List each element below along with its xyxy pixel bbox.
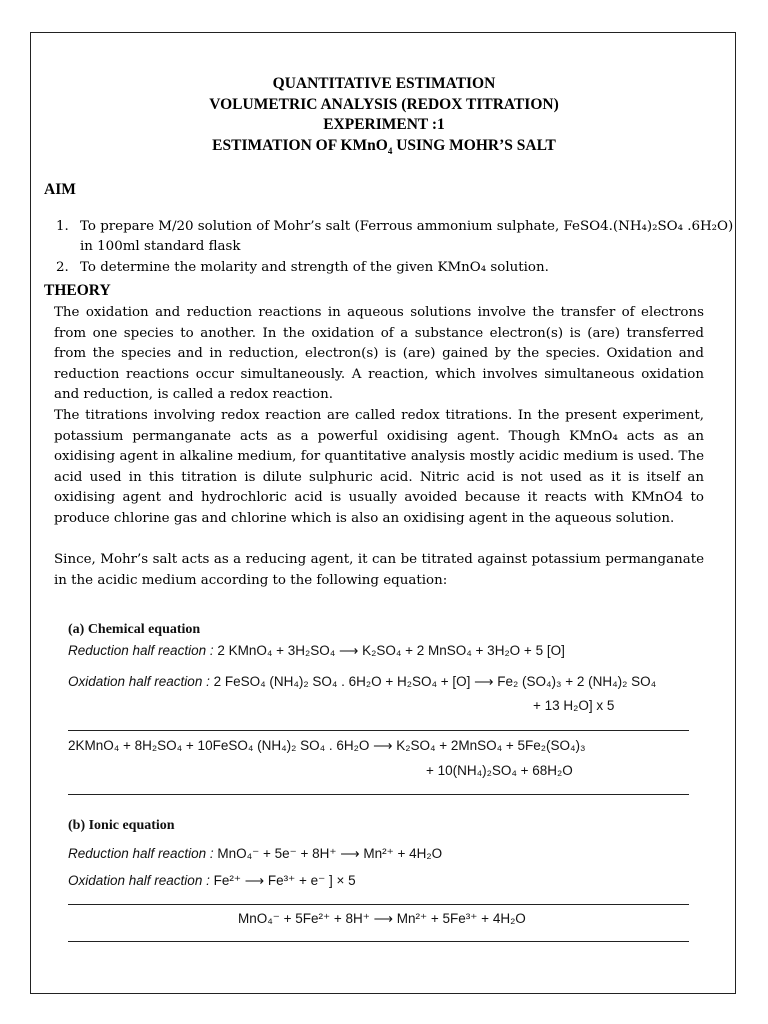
- title-suffix: USING MOHR’S SALT: [392, 137, 556, 154]
- title-prefix: ESTIMATION OF KMnO: [212, 137, 388, 154]
- theory-paragraph-3: Since, Mohr’s salt acts as a reducing agent, it can be titrated against potassium permanganate in the acidic medium according to the following equation:: [54, 552, 704, 588]
- reduction-equation: MnO₄⁻ + 5e⁻ + 8H⁺ ⟶ Mn²⁺ + 4H₂O: [217, 846, 443, 861]
- oxidation-equation: 2 FeSO₄ (NH₄)₂ SO₄ . 6H₂O + H₂SO₄ + [O] ⟶ Fe₂ (SO₄)₃ + 2 (NH₄)₂ SO₄: [213, 674, 657, 689]
- aim-item-text: To prepare M/20 solution of Mohr’s salt (Ferrous ammonium sulphate, FeSO4.(NH₄)₂SO₄ .6H₂O) in 100ml standard flask: [80, 219, 734, 254]
- aim-heading: AIM: [44, 181, 76, 198]
- divider: [68, 904, 689, 905]
- header-line-3: EXPERIMENT :1: [323, 116, 445, 133]
- theory-paragraph-1: The oxidation and reduction reactions in aqueous solutions involve the transfer of electrons from one species to another. In the oxidation of a substance electron(s) is (are) transferred from the species and in reduction, electron(s) is (are) gained by the species. Oxidation and reduction reactions occur simultaneously. A reaction, which involves simultaneous oxidation and reduction, is called a redox reaction.: [54, 305, 704, 402]
- reduction-equation: 2 KMnO₄ + 3H₂SO₄ ⟶ K₂SO₄ + 2 MnSO₄ + 3H₂O + 5 [O]: [217, 643, 565, 658]
- chemical-net-continuation: + 10(NH₄)₂SO₄ + 68H₂O: [426, 763, 573, 778]
- header-line-1: QUANTITATIVE ESTIMATION: [272, 75, 496, 92]
- aim-item-number: 2.: [56, 260, 69, 275]
- chemical-oxidation-row: [68, 674, 656, 690]
- chemical-net-equation: 2KMnO₄ + 8H₂SO₄ + 10FeSO₄ (NH₄)₂ SO₄ . 6H₂O ⟶ K₂SO₄ + 2MnSO₄ + 5Fe₂(SO₄)₃: [68, 738, 586, 753]
- page-title: [0, 137, 768, 155]
- oxidation-equation: Fe²⁺ ⟶ Fe³⁺ + e⁻ ] × 5: [213, 873, 356, 888]
- chemical-reduction-row: [68, 643, 565, 659]
- header-line-2: VOLUMETRIC ANALYSIS (REDOX TITRATION): [209, 96, 559, 113]
- aim-item-text: To determine the molarity and strength of the given KMnO₄ solution.: [80, 260, 549, 275]
- chemical-equation-heading: (a) Chemical equation: [68, 622, 201, 637]
- ionic-equation-heading: (b) Ionic equation: [68, 818, 175, 833]
- title-subscript: 4: [387, 146, 393, 157]
- divider: [68, 794, 689, 795]
- oxidation-continuation: + 13 H₂O] x 5: [533, 698, 615, 713]
- ionic-oxidation-row: [68, 873, 356, 889]
- reduction-label: Reduction half reaction :: [68, 643, 218, 658]
- theory-heading: THEORY: [44, 282, 111, 299]
- oxidation-label: Oxidation half reaction :: [68, 674, 210, 689]
- reduction-label: Reduction half reaction :: [68, 846, 218, 861]
- divider: [68, 941, 689, 942]
- ionic-reduction-row: [68, 846, 442, 862]
- ionic-net-equation: MnO₄⁻ + 5Fe²⁺ + 8H⁺ ⟶ Mn²⁺ + 5Fe³⁺ + 4H₂O: [238, 911, 526, 926]
- theory-paragraph-2: The titrations involving redox reaction are called redox titrations. In the present experiment, potassium permanganate acts as a powerful oxidising agent. Though KMnO₄ acts as an oxidising agent in alkaline medium, for quantitative analysis mostly acidic medium is used. The acid used in this titration is dilute sulphuric acid. Nitric acid is not used as it is itself an oxidising agent and hydrochloric acid is usually avoided because it reacts with KMnO4 to produce chlorine gas and chlorine which is also an oxidising agent in the aqueous solution.: [54, 408, 704, 526]
- oxidation-label: Oxidation half reaction :: [68, 873, 214, 888]
- divider: [68, 730, 689, 731]
- aim-item-number: 1.: [56, 219, 69, 234]
